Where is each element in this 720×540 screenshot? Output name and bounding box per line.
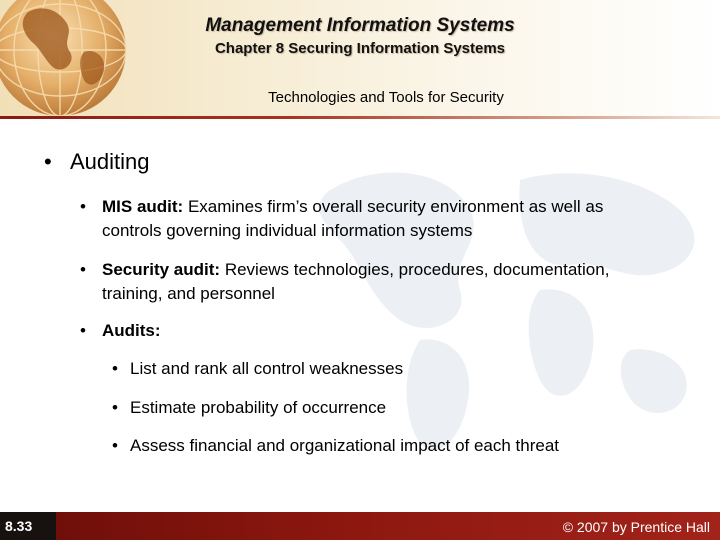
bullet-text: Reviews technologies, procedures, documentation, training, and personnel — [102, 260, 610, 303]
footer-bar — [0, 512, 720, 540]
bullet-text: List and rank all control weaknesses — [130, 359, 404, 378]
bullet-marker: • — [112, 436, 118, 455]
bullet-marker: • — [112, 359, 118, 378]
presentation-title: Management Information Systems — [205, 15, 515, 36]
bullet-text: Auditing — [70, 149, 150, 174]
bullet-audits — [80, 319, 660, 343]
bullet-term: Security audit: — [102, 260, 221, 279]
bullet-marker: • — [80, 321, 86, 340]
bullet-term: Audits: — [102, 321, 161, 340]
section-title: Technologies and Tools for Security — [268, 89, 504, 106]
bullet-mis-audit — [80, 195, 660, 243]
header-band — [0, 0, 720, 118]
bullet-marker: • — [80, 197, 86, 216]
copyright-notice: © 2007 by Prentice Hall — [562, 519, 710, 535]
bullet-security-audit — [80, 258, 660, 306]
bullet-text: Assess financial and organizational impact of each threat — [130, 436, 560, 455]
slide-number: 8.33 — [0, 512, 56, 540]
chapter-subtitle: Chapter 8 Securing Information Systems — [214, 40, 506, 57]
bullet-text: Examines firm’s overall security environment as well as controls governing individual information systems — [102, 197, 604, 240]
header-divider — [0, 116, 720, 119]
sub-bullet-impact — [112, 434, 672, 458]
sub-bullet-list-rank — [112, 357, 672, 381]
bullet-term: MIS audit: — [102, 197, 184, 216]
bullet-text: Estimate probability of occurrence — [130, 398, 387, 417]
sub-bullet-probability — [112, 396, 672, 420]
bullet-marker: • — [80, 260, 86, 279]
bullet-marker: • — [112, 398, 118, 417]
bullet-marker: • — [44, 149, 52, 174]
